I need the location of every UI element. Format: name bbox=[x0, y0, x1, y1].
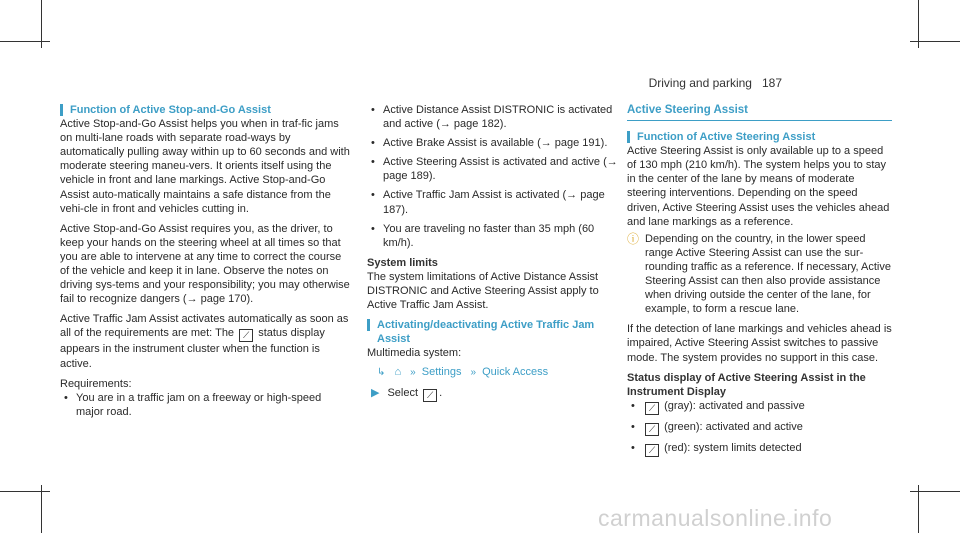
list-item-text: (green): activated and active bbox=[664, 420, 803, 433]
column-middle bbox=[367, 103, 622, 402]
crop-mark bbox=[910, 41, 960, 42]
list-item: • Active Traffic Jam Assist is activated (→ page 187). bbox=[367, 188, 622, 216]
home-icon[interactable]: ⌂ bbox=[394, 365, 402, 378]
list-item bbox=[627, 420, 892, 436]
menu-path bbox=[367, 365, 622, 380]
crop-mark bbox=[41, 485, 42, 533]
section-title: Driving and parking bbox=[648, 76, 752, 90]
list-item: • You are traveling no faster than 35 mph (60 km/h). bbox=[367, 222, 622, 250]
list-item bbox=[627, 441, 892, 457]
settings-link[interactable]: Settings bbox=[421, 365, 462, 378]
section-heading: Active Steering Assist bbox=[627, 103, 892, 121]
page-header bbox=[649, 76, 782, 90]
steering-assist-icon: ⟋ bbox=[239, 329, 253, 342]
chevron-icon: » bbox=[470, 366, 477, 378]
crop-mark bbox=[910, 491, 960, 492]
paragraph: Active Stop-and-Go Assist requires you, as the driver, to keep your hands on the steering wheel at all times so that you are able to intervene at any time to correct the course of the vehicle and keep it in lane. Observe the notes on driving sys-tems and your responsibility; you may otherwise fail to recognize dangers (→ page 170). bbox=[60, 222, 350, 306]
multimedia-label: Multimedia system: bbox=[367, 347, 462, 360]
subsection-title bbox=[60, 103, 350, 117]
paragraph: If the detection of lane markings and vehicles ahead is impaired, Active Steering Assist switches to passive mode. The system provides no support in this case. bbox=[627, 323, 892, 364]
subsection-title bbox=[367, 318, 622, 346]
action-arrow-icon: ▶ bbox=[371, 386, 380, 399]
subsection-title-text: Activating/deactivating Active Traffic Jam Assist bbox=[377, 319, 595, 346]
list-item-text: (red): system limits detected bbox=[664, 441, 802, 454]
section-title: System limits bbox=[367, 256, 438, 269]
paragraph bbox=[60, 312, 350, 370]
steering-assist-icon[interactable]: ⟋ bbox=[423, 389, 437, 402]
info-icon: ⓘ bbox=[627, 231, 640, 246]
list-item: • Active Distance Assist DISTRONIC is activated and active (→ page 182). bbox=[367, 103, 622, 131]
subsection-title-text: Function of Active Stop-and-Go Assist bbox=[70, 104, 271, 116]
crop-mark bbox=[0, 41, 50, 42]
list-item bbox=[627, 399, 892, 415]
subsection-title-text: Function of Active Steering Assist bbox=[637, 131, 816, 144]
section-bar bbox=[60, 104, 63, 116]
page-number: 187 bbox=[761, 76, 782, 90]
paragraph-text: Active Traffic Jam Assist activates automatically as soon as all of the requirements are met: The bbox=[60, 313, 349, 340]
crop-mark bbox=[918, 485, 919, 533]
steering-assist-green-icon: ⟋ bbox=[645, 423, 659, 436]
note bbox=[627, 232, 892, 317]
status-list bbox=[627, 399, 892, 457]
instruction-text: Select bbox=[387, 386, 419, 399]
path-arrow-icon: ↳ bbox=[377, 366, 386, 378]
paragraph-text: status display appears in the instrument cluster when the function is active. bbox=[60, 327, 325, 370]
crop-mark bbox=[0, 491, 50, 492]
section-bar bbox=[367, 319, 370, 331]
steering-assist-red-icon: ⟋ bbox=[645, 444, 659, 457]
requirements-label: Requirements: bbox=[60, 377, 132, 390]
watermark: carmanualsonline.info bbox=[598, 505, 833, 531]
list-item: • You are in a traffic jam on a freeway or high-speed major road. bbox=[60, 391, 350, 419]
steering-assist-gray-icon: ⟋ bbox=[645, 402, 659, 415]
quick-access-link[interactable]: Quick Access bbox=[482, 365, 549, 378]
paragraph: Active Steering Assist is only available up to a speed of 130 mph (210 km/h). The system helps you to stay in the center of the lane by means of moderate steering interventions. Depending on the speed driven, Active Steering Assist uses the vehicles ahead and lane markings as a reference. bbox=[627, 145, 890, 228]
list-item: • Active Steering Assist is activated and active (→ page 189). bbox=[367, 155, 622, 183]
note-text: Depending on the country, in the lower speed range Active Steering Assist can use the sur-rounding traffic as a reference. If necessary, Active Steering Assist can then also provide assistance when driving outside the center of the lane, for example, to form a rescue lane. bbox=[645, 232, 891, 316]
requirements-list bbox=[60, 391, 350, 419]
chevron-icon: » bbox=[410, 366, 416, 378]
section-bar bbox=[627, 131, 630, 143]
paragraph: The system limitations of Active Distance Assist DISTRONIC and Active Steering Assist apply to Active Traffic Jam Assist. bbox=[367, 270, 599, 312]
column-right bbox=[627, 103, 892, 457]
column-left bbox=[60, 103, 350, 419]
requirements-list bbox=[367, 103, 622, 250]
list-item: • Active Brake Assist is available (→ page 191). bbox=[367, 136, 622, 150]
paragraph: Active Stop-and-Go Assist helps you when in traf-fic jams on multi-lane roads with separate road-ways by automatically pulling away within up to 60 seconds and with moderate steering maneu-vers. It orients itself using the vehicle in front and lane markings. Active Stop-and-Go Assist auto-matically maintains a safe distance from the vehi-cle in front and vehicles cutting in. bbox=[60, 118, 350, 215]
subsection-title bbox=[627, 130, 892, 144]
list-item-text: (gray): activated and passive bbox=[664, 399, 805, 412]
section-title: Status display of Active Steering Assist in the Instrument Display bbox=[627, 371, 866, 398]
instruction: ▶ Select ⟋ . bbox=[371, 386, 443, 400]
